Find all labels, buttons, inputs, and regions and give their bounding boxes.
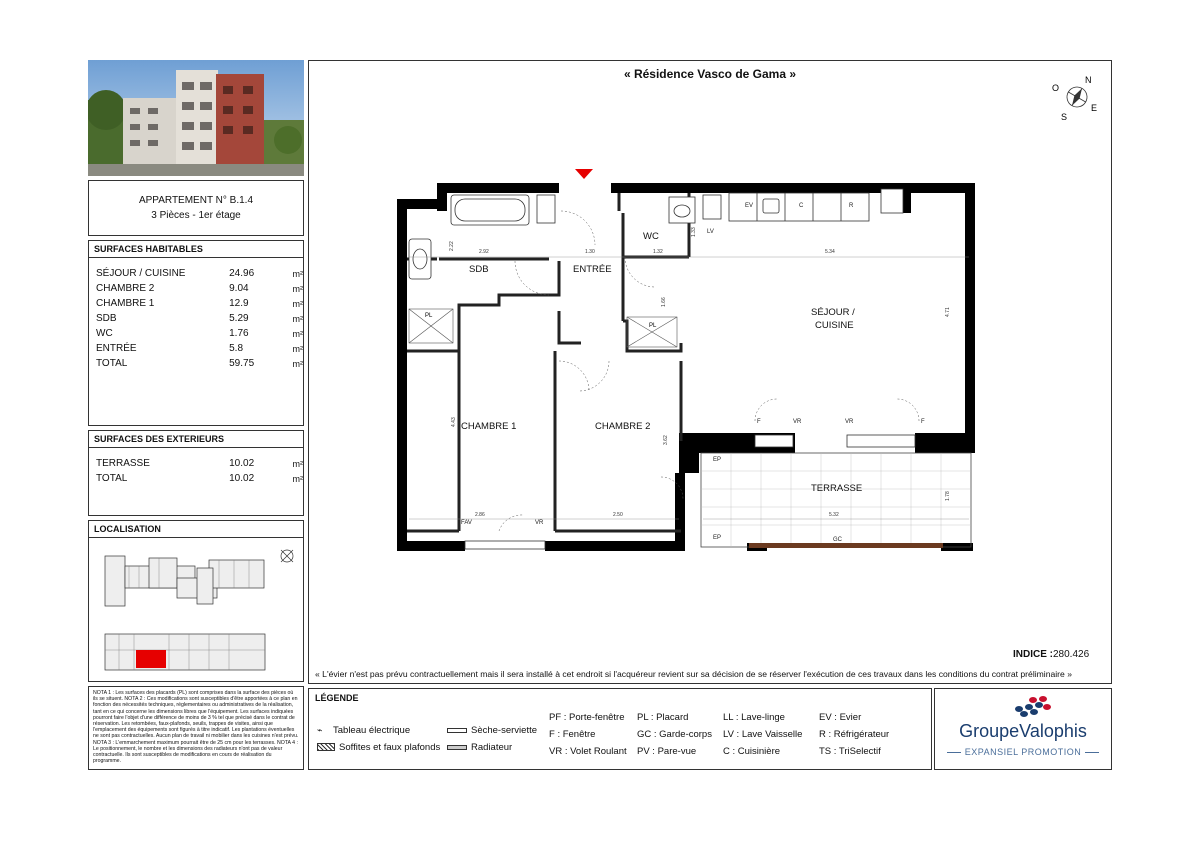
floor-plan (309, 61, 1111, 683)
dim-label: 2.86 (475, 512, 485, 518)
dim-label: 5.32 (829, 512, 839, 518)
legend-col3 (723, 709, 802, 760)
notes-panel (88, 686, 304, 770)
surface-label: ENTRÉE (96, 343, 137, 354)
surface-value: 5.8 (229, 343, 244, 354)
brand-tagline-text: EXPANSIEL PROMOTION (964, 747, 1082, 757)
surfaces-habitables-list (89, 266, 303, 371)
surface-unit: m² (292, 298, 303, 309)
tag-lv: LV (707, 229, 714, 235)
placard-tag: PL (649, 323, 657, 329)
dim-label: 1.30 (585, 249, 595, 255)
surfaces-habitables-heading: SURFACES HABITABLES (89, 241, 303, 258)
tag-vr: VR (535, 520, 544, 526)
legend-col4 (819, 709, 889, 760)
tableau-electrique-icon: ⌁ (317, 725, 323, 735)
tag-f: F (757, 419, 761, 425)
surface-value: 12.9 (229, 298, 249, 309)
surface-unit: m² (292, 458, 303, 469)
dim-label: 2.50 (613, 512, 623, 518)
legend-seche-label: Sèche-serviette (471, 725, 538, 736)
compass-s: S (1061, 112, 1068, 122)
surface-label: SÉJOUR / CUISINE (96, 268, 186, 279)
surfaces-exterieurs-list (89, 456, 303, 486)
entry-arrow-icon (575, 169, 593, 179)
surface-value: 9.04 (229, 283, 249, 294)
legend-abbrev: F : Fenêtre (549, 729, 596, 740)
apartment-info (88, 180, 304, 236)
dim-label: 1.33 (691, 227, 697, 237)
legend-abbrev: C : Cuisinière (723, 746, 781, 757)
room-label-sejour: SÉJOUR / (811, 307, 855, 318)
surface-unit: m² (292, 343, 303, 354)
surface-label: TERRASSE (96, 458, 150, 469)
legend-abbrev: LL : Lave-linge (723, 712, 785, 723)
surface-row (89, 281, 303, 296)
legend-abbrev: PV : Pare-vue (637, 746, 697, 757)
legend-tableau (317, 725, 410, 736)
dim-label: 5.34 (825, 249, 835, 255)
tagline-divider (947, 752, 961, 753)
brand-name (935, 721, 1111, 742)
room-label-chambre1: CHAMBRE 1 (461, 421, 517, 432)
plan-panel (308, 60, 1112, 684)
surfaces-exterieurs-panel (88, 430, 304, 516)
tag-ep: EP (713, 457, 722, 463)
legend-abbrev: EV : Evier (819, 712, 862, 723)
surface-unit: m² (292, 313, 303, 324)
guardrail (749, 543, 943, 548)
legend-panel (308, 688, 932, 770)
surface-row (89, 341, 303, 356)
brand-name-part1: Groupe (959, 721, 1020, 741)
apartment-location-marker (136, 650, 166, 668)
legend-abbrev: VR : Volet Roulant (549, 746, 627, 757)
surface-row (89, 296, 303, 311)
tag-vr: VR (793, 419, 802, 425)
surface-label: WC (96, 328, 113, 339)
indice-label: INDICE : (1013, 649, 1053, 660)
surface-value: 5.29 (229, 313, 249, 324)
surface-unit: m² (292, 358, 303, 369)
terrace-area (701, 453, 971, 548)
tag-c: C (799, 203, 804, 209)
valophis-logo-icon (1003, 695, 1063, 719)
legend-tableau-label: Tableau électrique (333, 725, 411, 736)
brand-name-part2: Valophis (1019, 721, 1087, 741)
plan-title: « Résidence Vasco de Gama » (623, 67, 797, 81)
legend-abbrev: GC : Garde-corps (637, 729, 712, 740)
bathroom-fixtures (409, 195, 721, 279)
tagline-divider (1085, 752, 1099, 753)
localisation-compass-icon (281, 550, 293, 562)
localisation-map (89, 538, 303, 678)
legend-soffites-label: Soffites et faux plafonds (339, 742, 441, 753)
surface-unit: m² (292, 283, 303, 294)
dim-label: 1.32 (653, 249, 663, 255)
indice (1013, 649, 1089, 660)
room-label-chambre2: CHAMBRE 2 (595, 421, 651, 432)
dim-label: 2.22 (449, 241, 455, 251)
legend-soffites (317, 742, 440, 753)
radiator-icon (447, 745, 467, 750)
room-label-sdb: SDB (469, 264, 489, 275)
tag-fav: FAV (461, 520, 472, 526)
dimension-labels (449, 227, 951, 518)
surface-value: 59.75 (229, 358, 255, 369)
surface-row-total (89, 471, 303, 486)
surface-value: 10.02 (229, 458, 255, 469)
compass-e: E (1091, 103, 1098, 113)
legend-abbrev: R : Réfrigérateur (819, 729, 890, 740)
surface-unit: m² (292, 328, 303, 339)
placard-tag: PL (425, 313, 433, 319)
compass-n: N (1085, 75, 1092, 85)
dimension-lines (409, 257, 969, 519)
localisation-heading: LOCALISATION (89, 521, 303, 538)
apartment-subtitle: 3 Pièces - 1er étage (151, 210, 241, 221)
towel-dryer-icon (447, 728, 467, 733)
surface-label: CHAMBRE 1 (96, 298, 155, 309)
tag-ev: EV (745, 203, 754, 209)
surface-unit: m² (292, 268, 303, 279)
compass-o: O (1052, 83, 1060, 93)
tag-r: R (849, 203, 854, 209)
evier-disclaimer: « L'évier n'est pas prévu contractuellement mais il sera installé à cet endroit si l'acquéreur revient sur sa décision de se réserver l'exécution de ces travaux dans les conditions du contrat préliminaire » (315, 669, 1072, 679)
brand-tagline (945, 747, 1101, 757)
kitchen-counter (729, 189, 903, 221)
building-photo (88, 60, 304, 176)
room-labels (461, 231, 862, 494)
localisation-panel (88, 520, 304, 682)
legend-col2 (637, 709, 712, 760)
surface-value: 1.76 (229, 328, 249, 339)
surface-label: SDB (96, 313, 117, 324)
tag-vr: VR (845, 419, 854, 425)
building-illustration (88, 60, 304, 176)
indice-value: 280.426 (1053, 649, 1090, 660)
surface-label: CHAMBRE 2 (96, 283, 155, 294)
room-label-terrasse: TERRASSE (811, 483, 863, 494)
brand-panel (934, 688, 1112, 770)
notes-text: NOTA 1 : Les surfaces des placards (PL) sont comprises dans la surface des pièces où ils se situent. NOTA 2 : Ces modifications sont susceptibles d'être apportées à ce plan en fonction des nécessités techniques, réglementaires ou administratives de la réalisation, tant en ce qui concerne les dimensions libres que l'équipement. Les surfaces indiquées pourront faire l'objet d'une différence de moins de 3 % tel que précisé dans le contrat de réservation. Les retombées, faux-plafonds, seuils, trappes de visites, ainsi que l'emplacement des équipements sont figurés à titre indicatif. Les plantations éventuelles ne sont pas contractuelles. Aucun plan de travail ni mobilier dans les cuisines n'est prévu. NOTA 3 : L'emmarchement maximum pourrait être de 25 cm pour les terrasses. NOTA 4 : Le positionnement, le nombre et les dimensions des radiateurs n'ont pas de valeur contractuelle. Ils sont susceptibles de modifications en cours de réalisation du programme. (93, 690, 299, 765)
dim-label: 3.62 (663, 435, 669, 445)
legend-radiateur (447, 742, 512, 753)
compass-icon (1063, 83, 1090, 110)
legend-abbrev: PL : Placard (637, 712, 689, 723)
room-label-wc: WC (643, 231, 659, 242)
surface-row (89, 326, 303, 341)
surfaces-exterieurs-heading: SURFACES DES EXTERIEURS (89, 431, 303, 448)
dim-label: 4.71 (945, 307, 951, 317)
legend-radiateur-label: Radiateur (471, 742, 513, 753)
legend-seche (447, 725, 537, 736)
surface-row (89, 456, 303, 471)
legend-heading: LÉGENDE (315, 693, 359, 703)
room-label-cuisine: CUISINE (815, 320, 854, 331)
tag-f: F (921, 419, 925, 425)
hatch-icon (317, 743, 335, 751)
dim-label: 1.78 (945, 491, 951, 501)
surface-row (89, 311, 303, 326)
surface-value: 10.02 (229, 473, 255, 484)
surface-value: 24.96 (229, 268, 255, 279)
legend-abbrev: LV : Lave Vaisselle (723, 729, 803, 740)
surface-unit: m² (292, 473, 303, 484)
dim-label: 2.92 (479, 249, 489, 255)
surfaces-habitables-panel (88, 240, 304, 426)
tag-gc: GC (833, 537, 842, 543)
surface-row-total (89, 356, 303, 371)
exterior-walls (397, 183, 975, 551)
dim-label: 4.43 (451, 417, 457, 427)
surface-label: TOTAL (96, 358, 128, 369)
surface-label: TOTAL (96, 473, 128, 484)
legend-abbrev: TS : TriSelectif (819, 746, 881, 757)
room-label-entree: ENTRÉE (573, 264, 612, 275)
apartment-title: APPARTEMENT N° B.1.4 (138, 195, 254, 206)
surface-row (89, 266, 303, 281)
dim-label: 1.66 (661, 297, 667, 307)
legend-abbrev: PF : Porte-fenêtre (549, 712, 625, 723)
legend-col1 (549, 709, 627, 760)
tag-ep: EP (713, 535, 722, 541)
placards (409, 309, 677, 347)
